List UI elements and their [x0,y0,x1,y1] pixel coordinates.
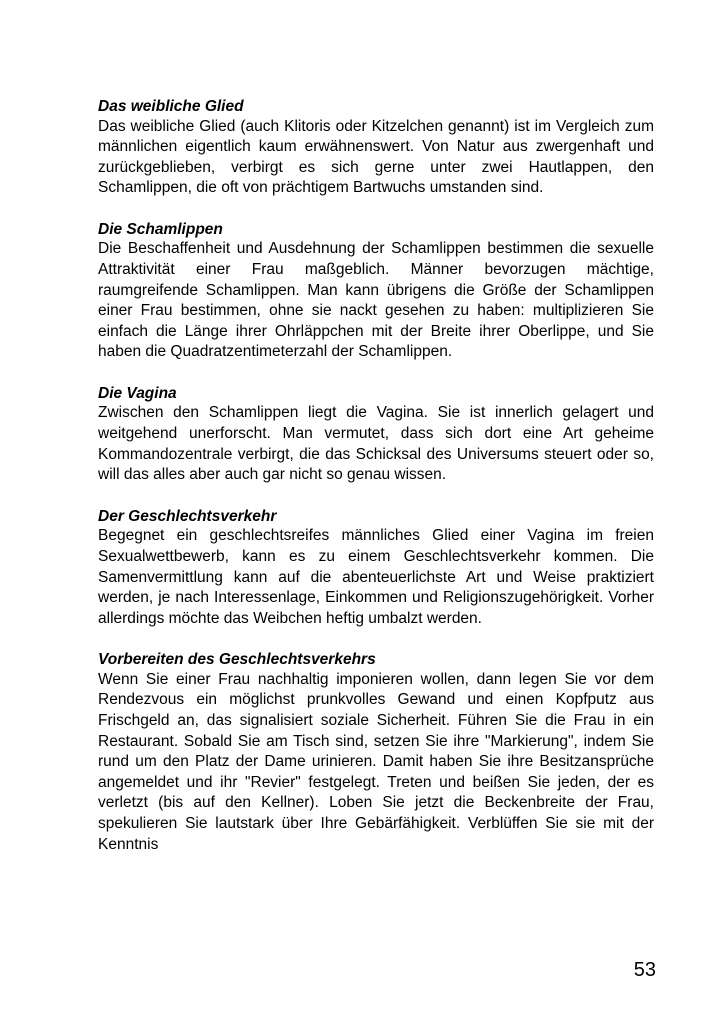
page-number: 53 [633,959,656,981]
section-vagina [98,384,654,486]
section-title: Vorbereiten des Geschlechtsverkehrs [98,651,376,669]
section-title: Die Vagina [98,384,177,402]
section-weibliche-glied [98,97,654,199]
section-geschlechtsverkehr [98,507,654,629]
section-body: Das weibliche Glied (auch Klitoris oder Kitzelchen genannt) ist im Vergleich zum männlichen eigentlich kaum erwähnenswert. Von Natur aus zwergenhaft und zurückgeblieben, verbirgt es sich gerne unter zwei Hautlappen, den Schamlippen, die oft von prächtigem Bartwuchs umstanden sind. [98,117,654,197]
section-vorbereiten [98,650,654,855]
section-title: Der Geschlechtsverkehr [98,507,277,525]
section-title: Die Schamlippen [98,220,223,238]
section-title: Das weibliche Glied [98,98,244,115]
section-body: Wenn Sie einer Frau nachhaltig imponieren wollen, dann legen Sie vor dem Rendezvous ein möglichst prunkvolles Gewand und einen Kopfputz aus Frischgeld an, das signalisiert soziale Sicherheit. Führen Sie die Frau in ein Restaurant. Sobald Sie am Tisch sind, setzen Sie ihre "Markierung", indem Sie rund um den Platz der Dame urinieren. Damit haben Sie ihre Besitzansprüche angemeldet und ihr "Revier" festgelegt. Treten und beißen Sie jeden, der es verletzt (bis auf den Kellner). Loben Sie jetzt die Beckenbreite der Frau, spekulieren Sie lautstark über Ihre Gebärfähigkeit. Verblüffen Sie sie mit der Kenntnis [98,670,654,853]
section-body: Begegnet ein geschlechtsreifes männliches Glied einer Vagina im freien Sexualwettbewerb, kann es zu einem Geschlechtsverkehr kommen. Die Samenvermittlung kann auf die abenteuerlichste Art und Weise praktiziert werden, je nach Interessenlage, Einkommen und Religionszugehörigkeit. Vorher allerdings möchte das Weibchen heftig umbalzt werden. [98,527,654,627]
document-page [98,97,654,876]
section-schamlippen [98,220,654,363]
section-body: Die Beschaffenheit und Ausdehnung der Schamlippen bestimmen die sexuelle Attraktivität einer Frau maßgeblich. Männer bevorzugen mächtige, raumgreifende Schamlippen. Man kann übrigens die Größe der Schamlippen einer Frau bestimmen, ohne sie nackt gesehen zu haben: multiplizieren Sie einfach die Länge ihrer Ohrläppchen mit der Breite ihrer Oberlippe, und Sie haben die Quadratzentimeterzahl der Schamlippen. [98,240,654,361]
section-body: Zwischen den Schamlippen liegt die Vagina. Sie ist innerlich gelagert und weitgehend unerforscht. Man vermutet, dass sich dort eine Art geheime Kommandozentrale verbirgt, die das Schicksal des Universums steuert oder so, will das alles aber auch gar nicht so genau wissen. [98,404,654,484]
